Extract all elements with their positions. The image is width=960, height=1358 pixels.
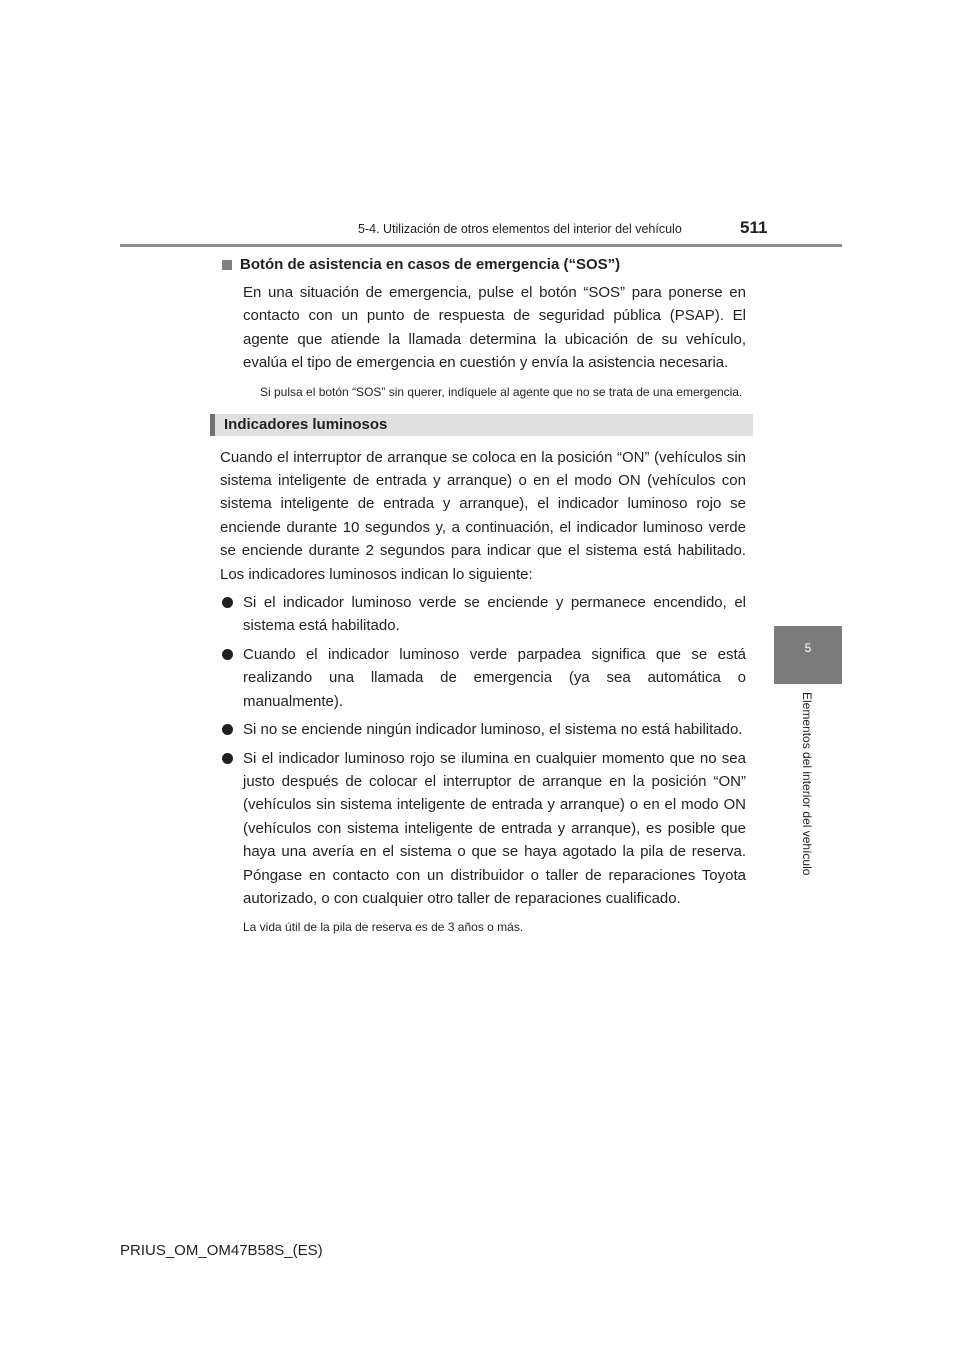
document-code: PRIUS_OM_OM47B58S_(ES) xyxy=(120,1242,323,1259)
section-title-bar xyxy=(210,414,753,436)
page-number: 511 xyxy=(740,218,768,237)
list-item-text: Si el indicador luminoso verde se enciende y permanece encendido, el sistema está habilitado. xyxy=(243,594,746,635)
square-bullet-icon xyxy=(222,260,232,270)
indicators-intro: Cuando el interruptor de arranque se coloca en la posición “ON” (vehículos sin sistema inteligente de entrada y arranque) o en el modo ON (vehículos con sistema inteligente de entrada y arranque), el indicador luminoso rojo se enciende durante 10 segundos y, a continuación, el indicador luminoso verde se enciende durante 2 segundos para indicar que el sistema está habilitado. Los indicadores luminosos indican lo siguiente: xyxy=(220,448,746,583)
list-item xyxy=(220,718,746,741)
sos-paragraph: En una situación de emergencia, pulse el botón “SOS” para ponerse en contacto con un punto de respuesta de seguridad pública (PSAP). El agente que atiende la llamada determina la ubicación de su vehículo, evalúa el tipo de emergencia en cuestión y envía la asistencia necesaria. xyxy=(243,284,746,372)
battery-note: La vida útil de la pila de reserva es de 3 años o más. xyxy=(243,920,524,935)
list-item xyxy=(220,643,746,713)
bullet-dot-icon xyxy=(222,649,233,660)
section-title: Indicadores luminosos xyxy=(224,415,388,433)
chapter-tab xyxy=(774,626,842,684)
bullet-dot-icon xyxy=(222,753,233,764)
chapter-tab-number: 5 xyxy=(804,641,812,655)
list-item-text: Si no se enciende ningún indicador luminoso, el sistema no está habilitado. xyxy=(243,721,743,739)
chapter-tab-title: Elementos del interior del vehículo xyxy=(800,692,814,876)
list-item xyxy=(220,747,746,911)
sos-heading-text: Botón de asistencia en casos de emergencia (“SOS”) xyxy=(240,256,621,273)
list-item-text: Si el indicador luminoso rojo se ilumina en cualquier momento que no sea justo después de colocar el interruptor de arranque en la posición “ON” (vehículos sin sistema inteligente de entrada y arranque) o en el modo ON (vehículos con sistema inteligente de entrada y arranque), es posible que haya una avería en el sistema o que se haya agotado la pila de reserva. Póngase en contacto con un distribuidor o taller de reparaciones Toyota autorizado, o con cualquier otro taller de reparaciones cualificado. xyxy=(243,749,746,907)
list-item-text: Cuando el indicador luminoso verde parpadea significa que se está realizando una llamada de emergencia (ya sea automática o manualmente). xyxy=(243,645,746,710)
bullet-dot-icon xyxy=(222,597,233,608)
list-item xyxy=(220,591,746,638)
bullet-dot-icon xyxy=(222,724,233,735)
sos-heading xyxy=(220,254,746,276)
header-divider xyxy=(120,244,842,247)
sos-note: Si pulsa el botón “SOS” sin querer, indíquele al agente que no se trata de una emergencia. xyxy=(260,384,743,399)
page-content xyxy=(220,254,746,937)
running-header-section: 5-4. Utilización de otros elementos del interior del vehículo xyxy=(358,222,682,236)
